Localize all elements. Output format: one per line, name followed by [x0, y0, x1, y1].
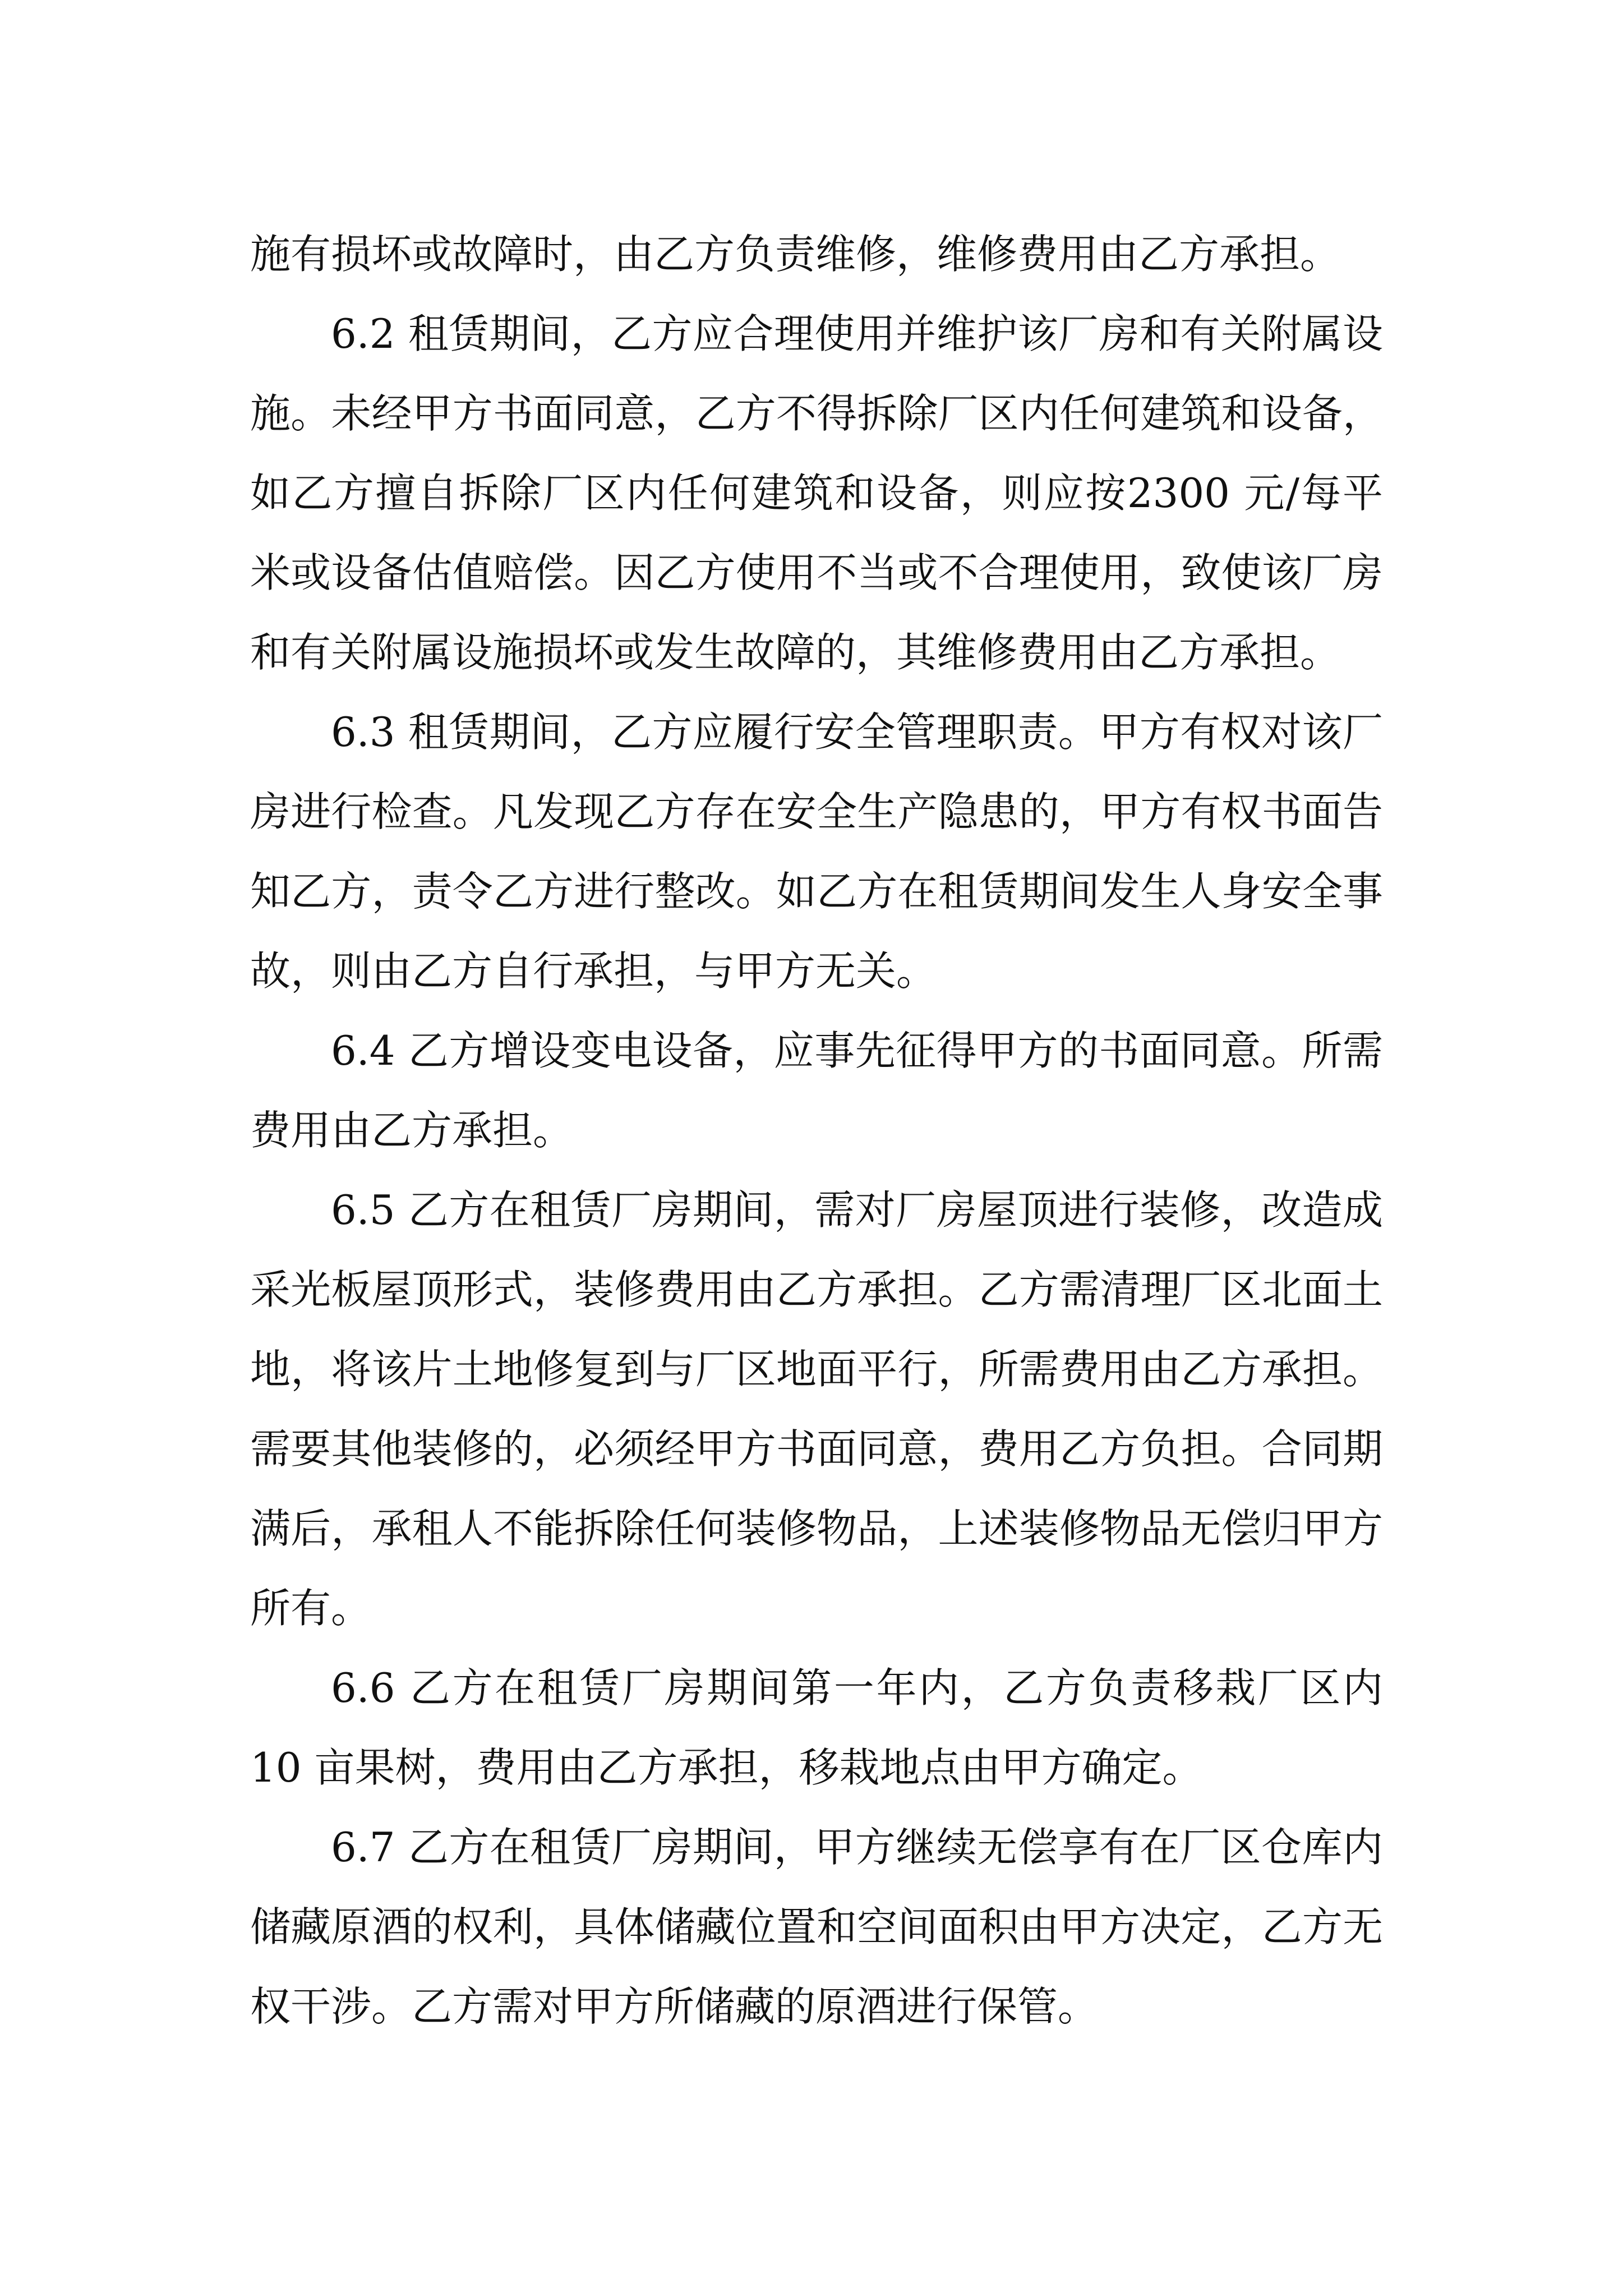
- paragraph-6-6: 6.6 乙方在租赁厂房期间第一年内，乙方负责移栽厂区内 10 亩果树，费用由乙方承担，移栽地点由甲方确定。: [250, 1664, 1383, 1791]
- paragraph-6-1-continuation: 施有损坏或故障时，由乙方负责维修，维修费用由乙方承担。: [250, 231, 1341, 278]
- contract-text-body: [250, 214, 1383, 2046]
- paragraph-6-4: 6.4 乙方增设变电设备，应事先征得甲方的书面同意。所需费用由乙方承担。: [250, 1027, 1383, 1154]
- paragraph-6-3: 6.3 租赁期间，乙方应履行安全管理职责。甲方有权对该厂房进行检查。凡发现乙方存在安全生产隐患的，甲方有权书面告知乙方，责令乙方进行整改。如乙方在租赁期间发生人身安全事故，则由乙方自行承担，与甲方无关。: [250, 708, 1383, 995]
- paragraph-6-5: 6.5 乙方在租赁厂房期间，需对厂房屋顶进行装修，改造成采光板屋顶形式，装修费用由乙方承担。乙方需清理厂区北面土地，将该片土地修复到与厂区地面平行，所需费用由乙方承担。需要其他装修的，必须经甲方书面同意，费用乙方负担。合同期满后，承租人不能拆除任何装修物品，上述装修物品无偿归甲方所有。: [250, 1186, 1383, 1632]
- paragraph-6-2: 6.2 租赁期间，乙方应合理使用并维护该厂房和有关附属设施。未经甲方书面同意，乙方不得拆除厂区内任何建筑和设备，如乙方擅自拆除厂区内任何建筑和设备，则应按2300 元/每平米或设备估值赔偿。因乙方使用不当或不合理使用，致使该厂房和有关附属设施损坏或发生故障的，其维修费用由乙方承担。: [250, 310, 1383, 676]
- paragraph-6-7: 6.7 乙方在租赁厂房期间，甲方继续无偿享有在厂区仓库内储藏原酒的权利，具体储藏位置和空间面积由甲方决定，乙方无权干涉。乙方需对甲方所储藏的原酒进行保管。: [250, 1824, 1383, 2030]
